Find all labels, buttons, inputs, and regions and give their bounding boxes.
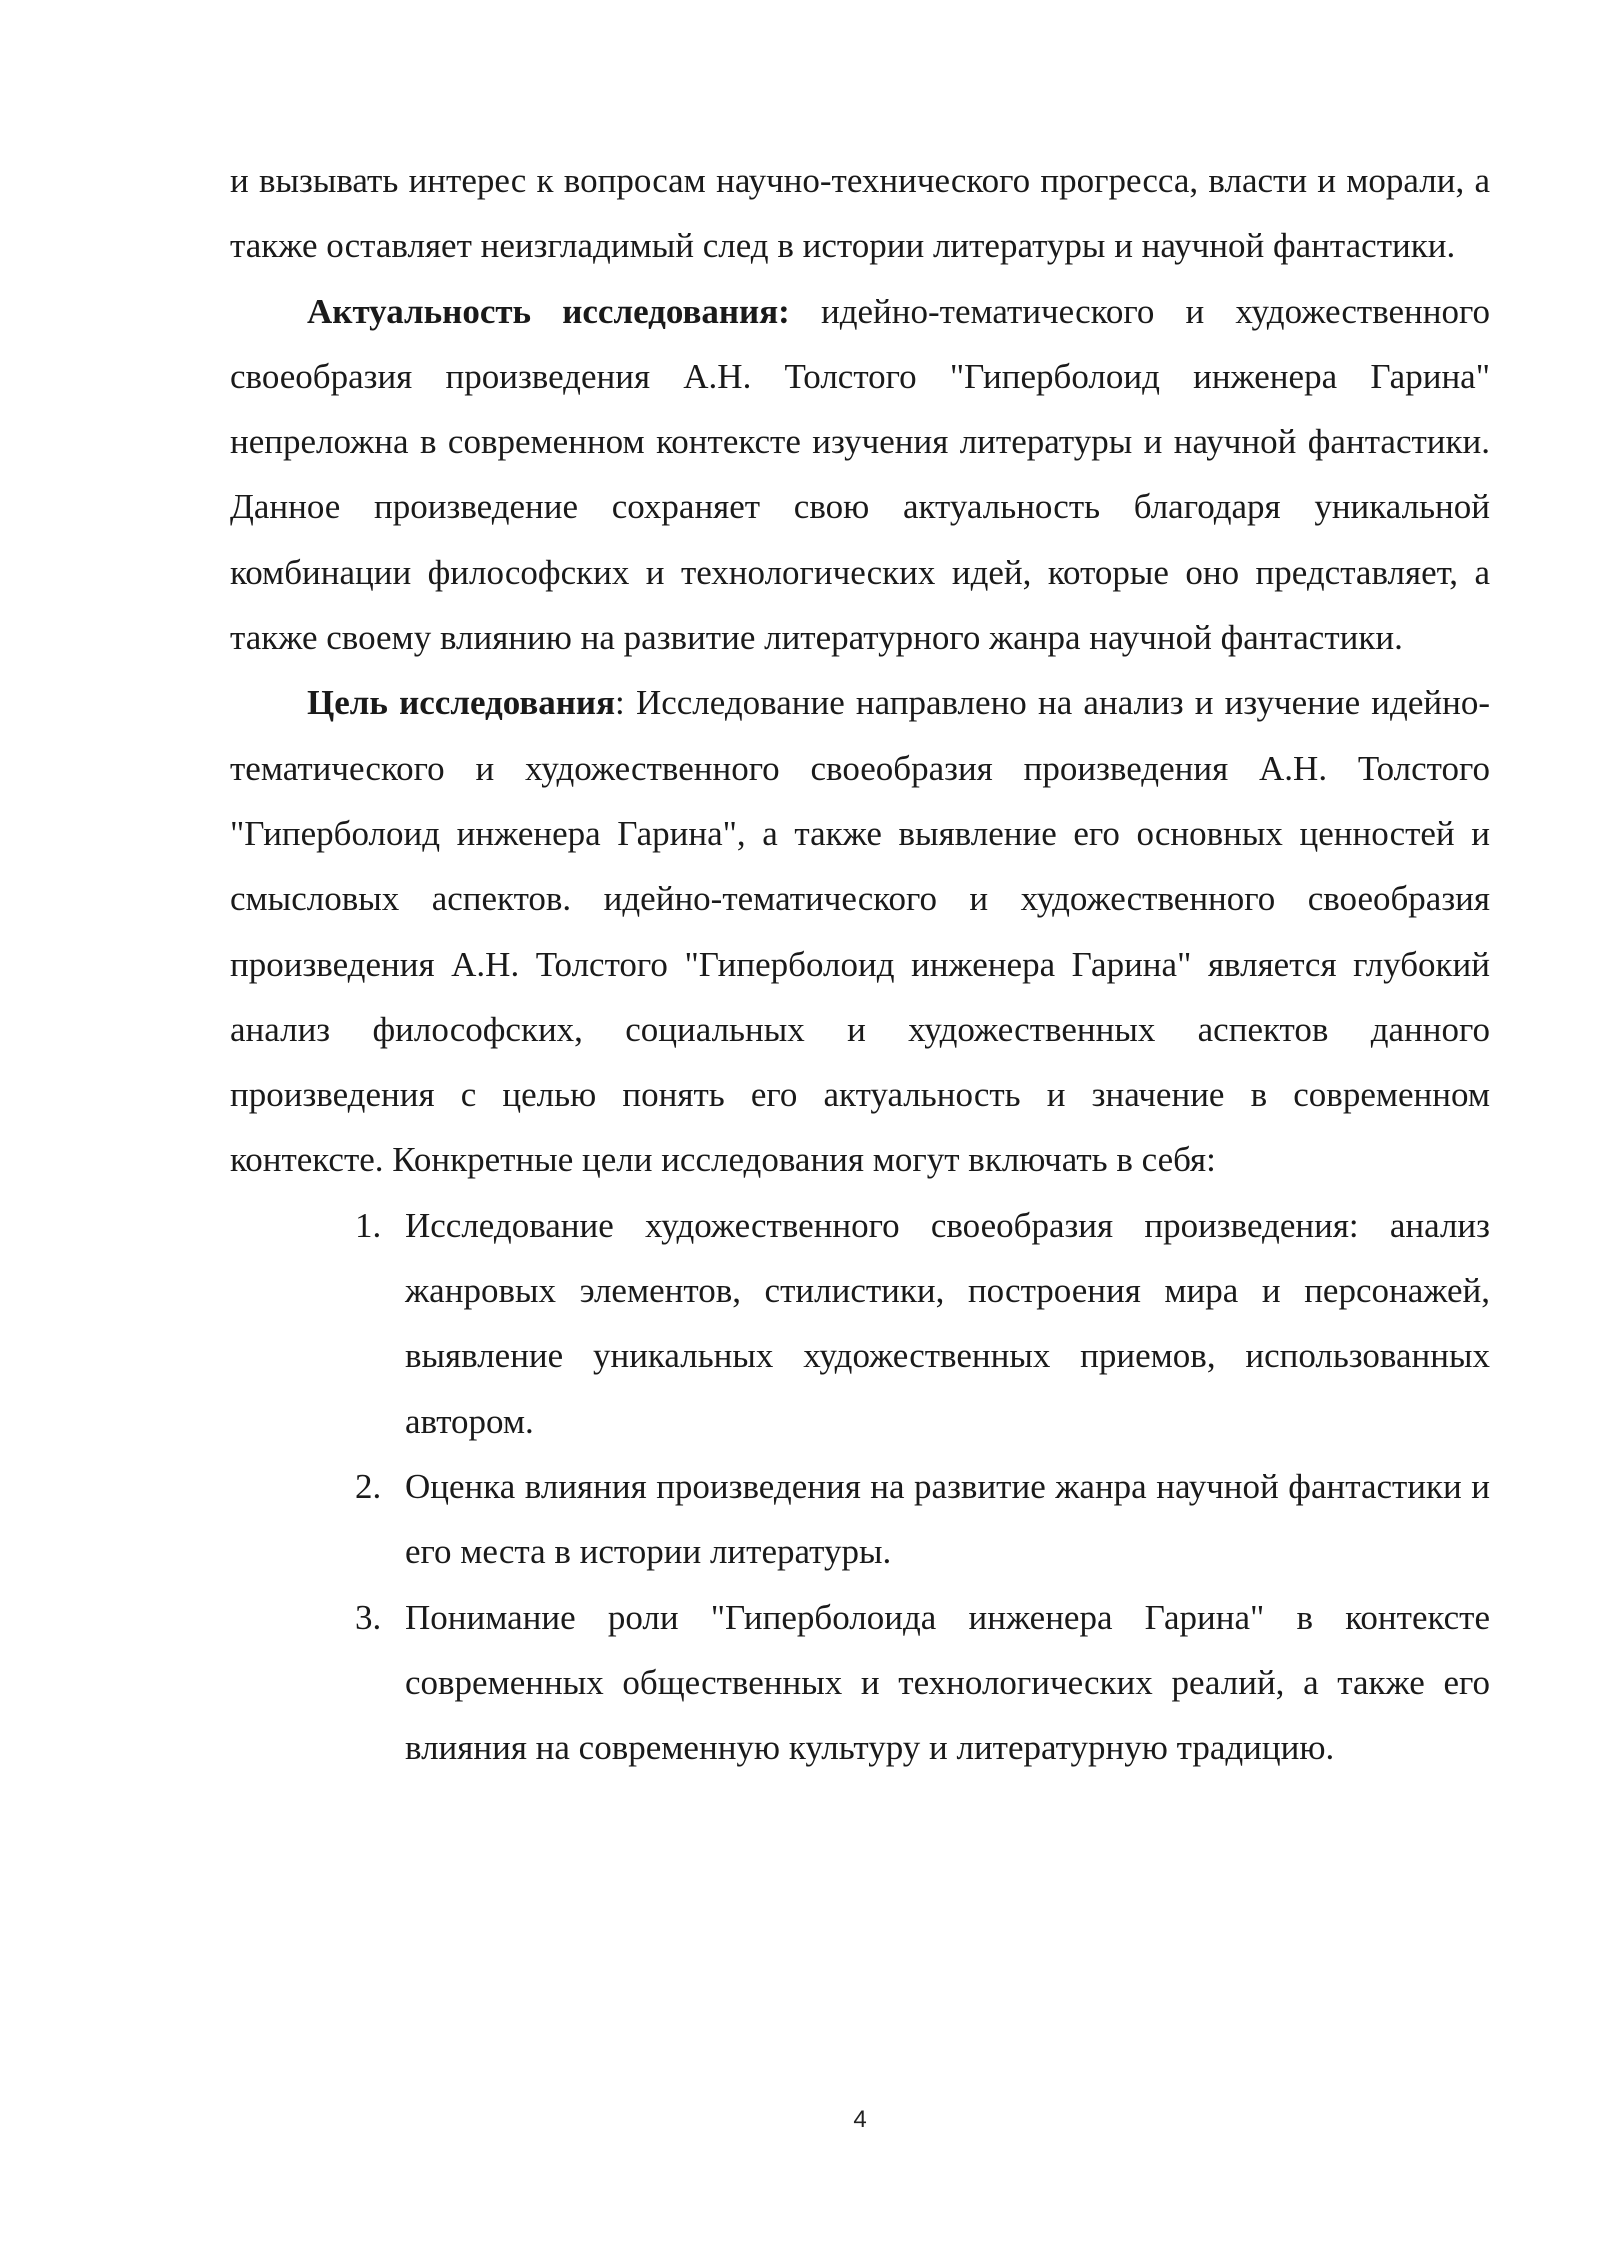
goal-paragraph: [230, 670, 1490, 1192]
list-item-text: Исследование художественного своеобразия произведения: анализ жанровых элементов, стилистики, построения мира и персонажей, выявление уникальных художественных приемов, использованных автором.: [405, 1205, 1490, 1441]
continuation-paragraph: и вызывать интерес к вопросам научно-технического прогресса, власти и морали, а также оставляет неизгладимый след в истории литературы и научной фантастики.: [230, 161, 1490, 266]
list-item: [355, 1193, 1490, 1454]
goal-heading: Цель исследования: [307, 683, 616, 723]
relevance-text: идейно-тематического и художественного своеобразия произведения А.Н. Толстого "Гиперболоид инженера Гарина" непреложна в современном контексте изучения литературы и научной фантастики. Данное произведение сохраняет свою актуальность благодаря уникальной комбинации философских и технологических идей, которые оно представляет, а также своему влиянию на развитие литературного жанра научной фантастики.: [230, 291, 1490, 658]
list-item-text: Понимание роли "Гиперболоида инженера Гарина" в контексте современных общественных и технологических реалий, а также его влияния на современную культуру и литературную традицию.: [405, 1597, 1490, 1768]
page-number: 4: [853, 2106, 867, 2133]
relevance-paragraph: [230, 279, 1490, 671]
goal-text: : Исследование направлено на анализ и изучение идейно-тематического и художественного своеобразия произведения А.Н. Толстого "Гиперболоид инженера Гарина", а также выявление его основных ценностей и смысловых аспектов. идейно-тематического и художественного своеобразия произведения А.Н. Толстого "Гиперболоид инженера Гарина" является глубокий анализ философских, социальных и художественных аспектов данного произведения с целью понять его актуальность и значение в современном контексте. Конкретные цели исследования могут включать в себя:: [230, 683, 1490, 1180]
list-item: [355, 1585, 1490, 1781]
relevance-heading: Актуальность исследования:: [307, 291, 790, 331]
list-item-number: 2.: [355, 1466, 382, 1506]
list-item: [355, 1454, 1490, 1585]
list-item-number: 1.: [355, 1205, 382, 1245]
document-page: [230, 148, 1490, 1780]
list-item-number: 3.: [355, 1597, 382, 1637]
objectives-list: [230, 1193, 1490, 1781]
list-item-text: Оценка влияния произведения на развитие жанра научной фантастики и его места в истории литературы.: [405, 1466, 1490, 1572]
